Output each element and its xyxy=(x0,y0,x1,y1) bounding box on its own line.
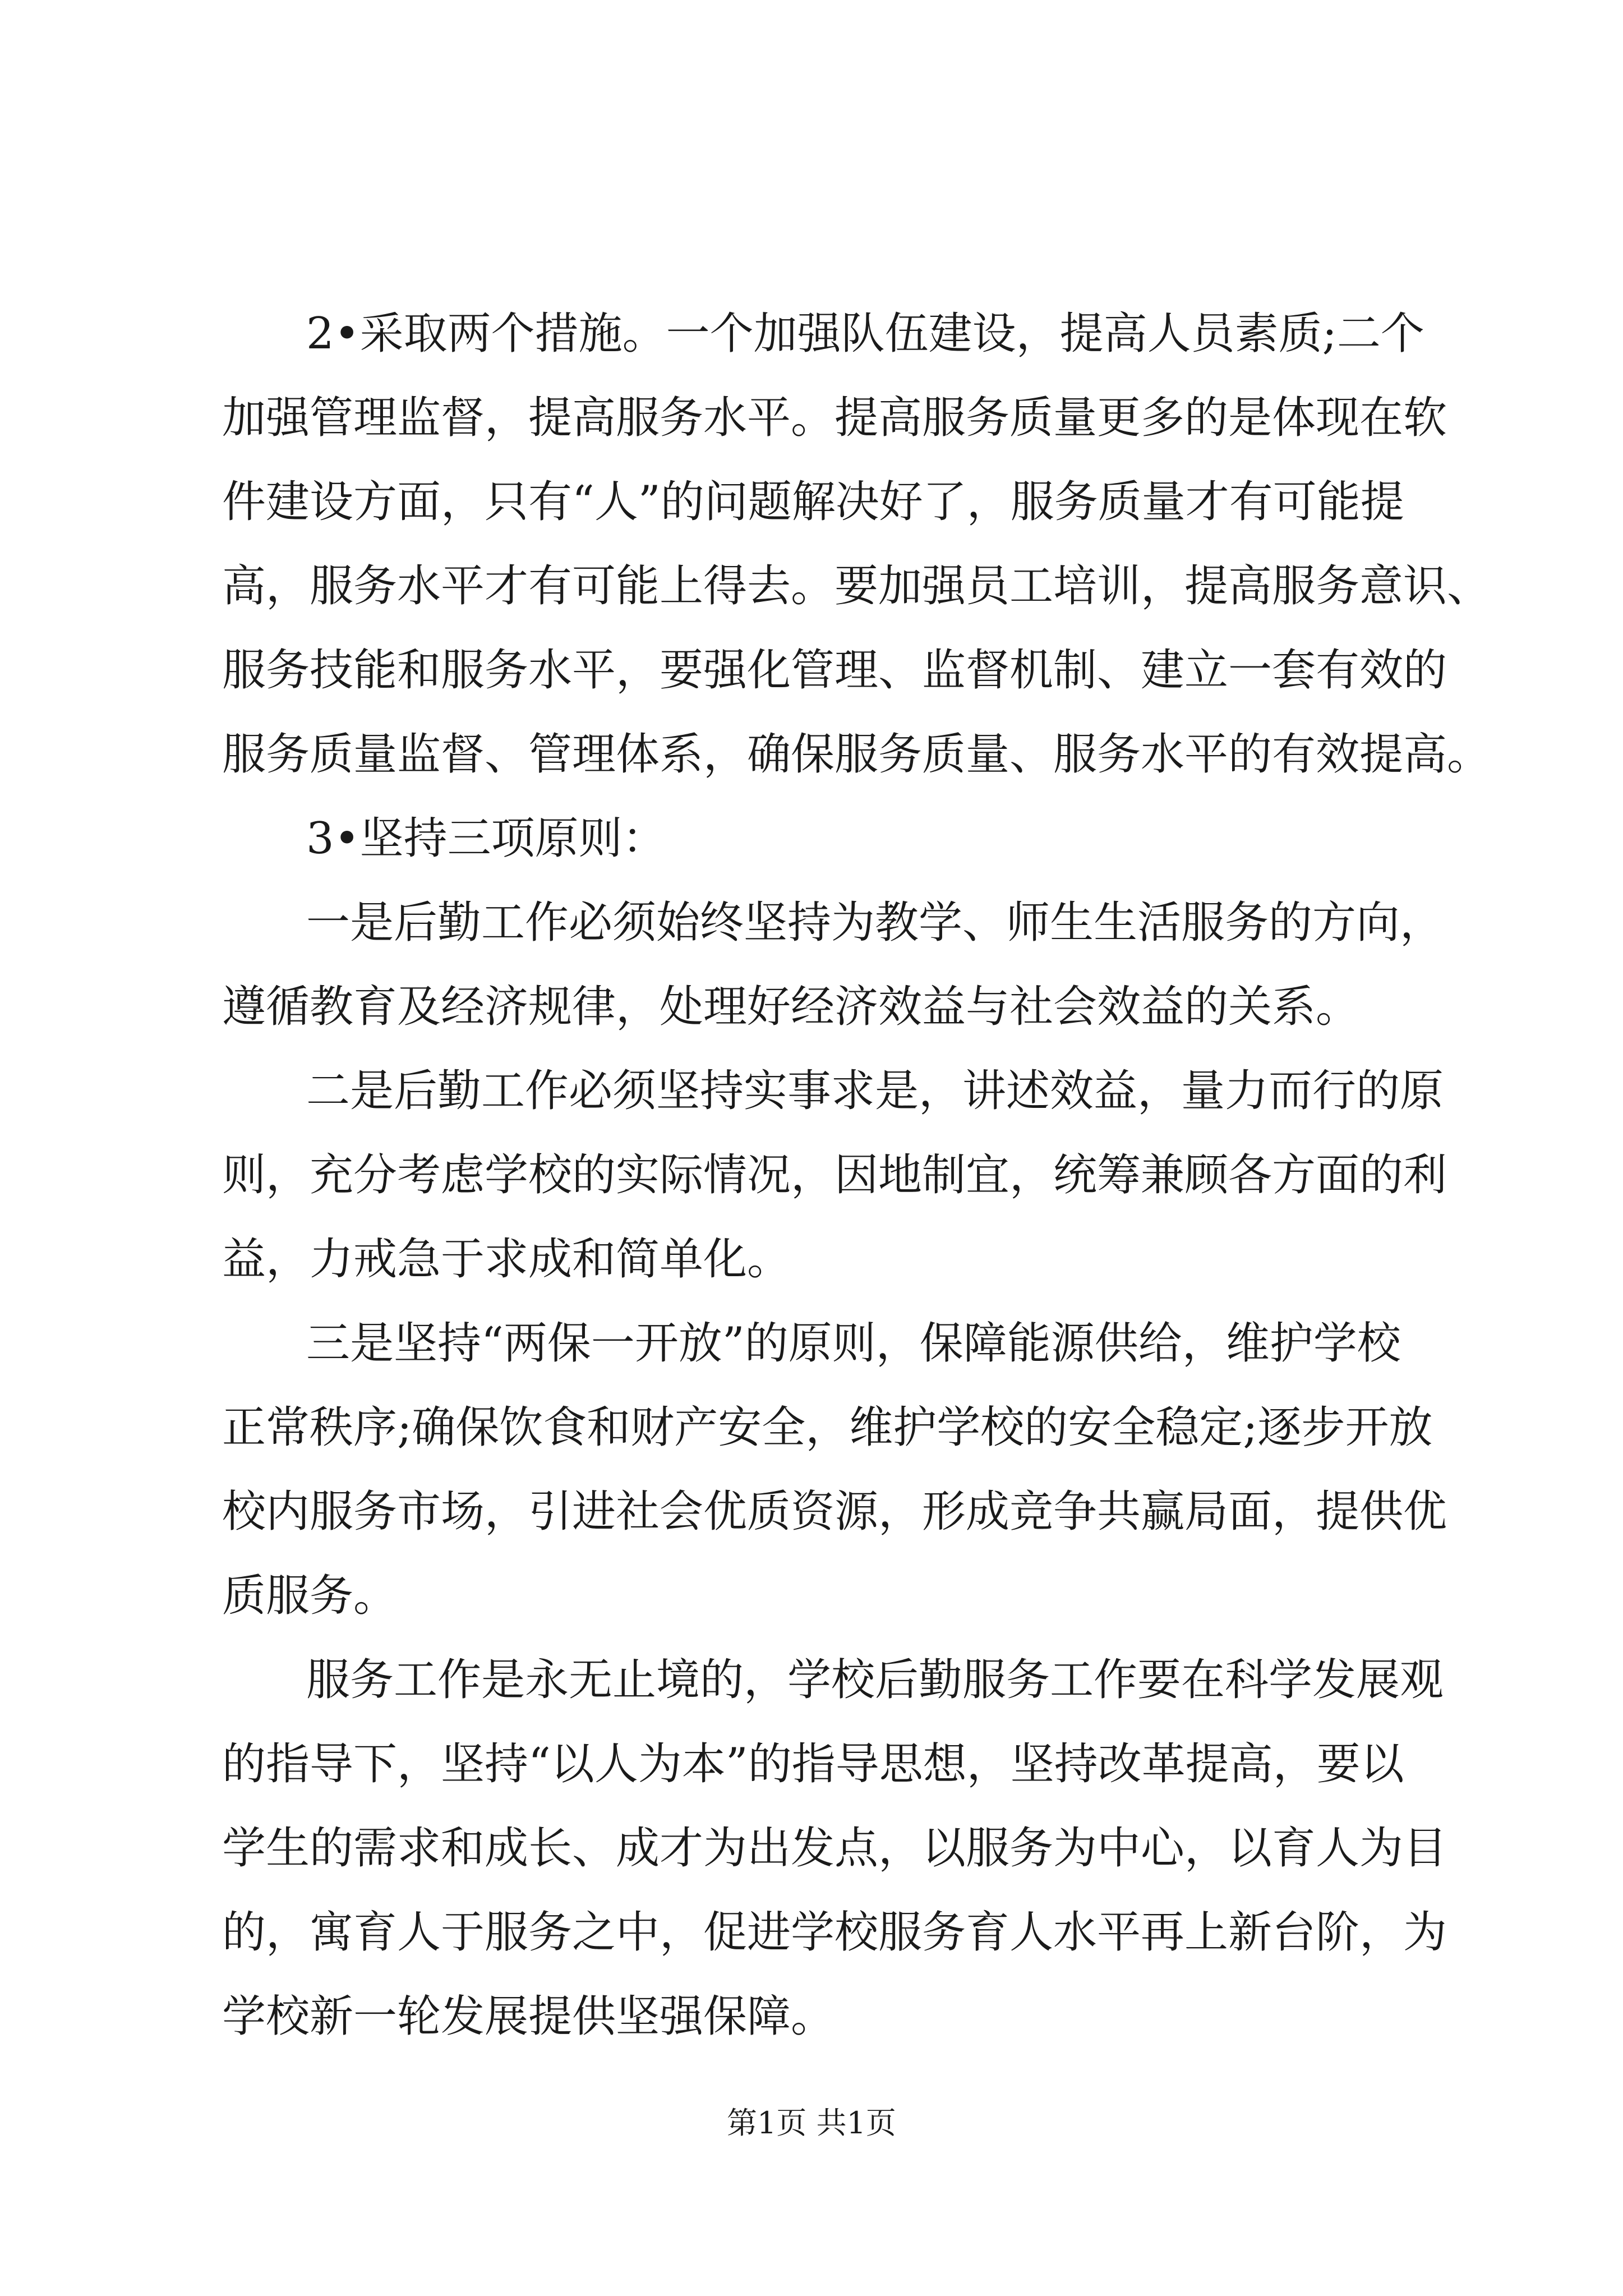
paragraph-2-line-3: 件建设方面，只有“人”的问题解决好了，服务质量才有可能提 xyxy=(222,477,1404,527)
principle-1-line-1: 一是后勤工作必须始终坚持为教学、师生生活服务的方向， xyxy=(306,898,1444,948)
principle-3-line-1: 三是坚持“两保一开放”的原则，保障能源供给，维护学校 xyxy=(306,1318,1401,1369)
paragraph-2-line-4: 高，服务水平才有可能上得去。要加强员工培训，提高服务意识、 xyxy=(222,561,1491,611)
section-3-heading: 3•坚持三项原则： xyxy=(306,813,666,864)
principle-2-line-3: 益，力戒急于求成和简单化。 xyxy=(222,1234,791,1285)
paragraph-2-line-6: 服务质量监督、管理体系，确保服务质量、服务水平的有效提高。 xyxy=(222,729,1491,780)
principle-3-line-3: 校内服务市场，引进社会优质资源，形成竞争共赢局面，提供优 xyxy=(222,1487,1447,1537)
paragraph-2-line-5: 服务技能和服务水平，要强化管理、监督机制、建立一套有效的 xyxy=(222,645,1447,696)
paragraph-2-line-1: 2•采取两个措施。一个加强队伍建设，提高人员素质;二个 xyxy=(306,309,1424,359)
paragraph-2-line-2: 加强管理监督，提高服务水平。提高服务质量更多的是体现在软 xyxy=(222,393,1447,443)
principle-3-line-2: 正常秩序;确保饮食和财产安全，维护学校的安全稳定;逐步开放 xyxy=(222,1402,1433,1453)
principle-1-line-2: 遵循教育及经济规律，处理好经济效益与社会效益的关系。 xyxy=(222,982,1360,1032)
principle-2-line-1: 二是后勤工作必须坚持实事求是，讲述效益，量力而行的原 xyxy=(306,1066,1444,1116)
conclusion-line-4: 的，寓育人于服务之中，促进学校服务育人水平再上新台阶，为 xyxy=(222,1907,1447,1958)
principle-2-line-2: 则，充分考虑学校的实际情况，因地制宜，统筹兼顾各方面的利 xyxy=(222,1150,1447,1200)
conclusion-line-1: 服务工作是永无止境的，学校后勤服务工作要在科学发展观 xyxy=(306,1655,1444,1705)
conclusion-line-2: 的指导下，坚持“以人为本”的指导思想，坚持改革提高，要以 xyxy=(222,1739,1404,1789)
page-footer: 第1页 共1页 xyxy=(727,2105,896,2141)
principle-3-line-4: 质服务。 xyxy=(222,1571,398,1621)
conclusion-line-3: 学生的需求和成长、成才为出发点，以服务为中心，以育人为目 xyxy=(222,1823,1447,1874)
conclusion-line-5: 学校新一轮发展提供坚强保障。 xyxy=(222,1991,835,2042)
